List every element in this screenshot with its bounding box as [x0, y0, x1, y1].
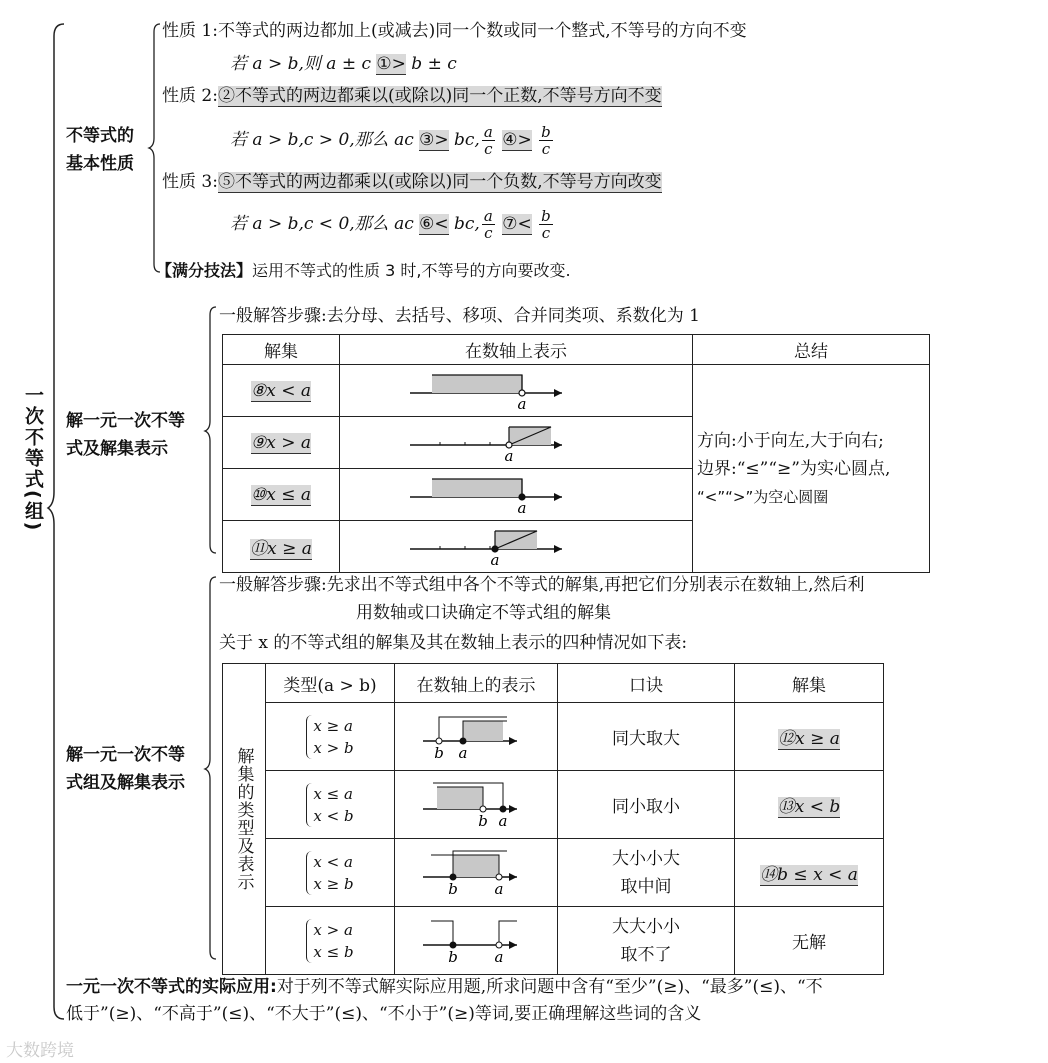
- sec3-steps-2: 用数轴或口诀确定不等式组的解集: [356, 603, 611, 623]
- formula-pre: 若 a > b,则 a ± c: [230, 54, 371, 74]
- sec4-text-2: 低于”(≥)、“不高于”(≤)、“不大于”(≤)、“不小于”(≥)等词,要正确理解这些词的含义: [66, 1004, 702, 1024]
- sec2-title-1: 解一元一次不等: [66, 411, 185, 431]
- numberline-cell: [340, 469, 693, 521]
- solution-cell: ⑪x ≥ a: [223, 521, 340, 573]
- sec1-title-1: 不等式的: [66, 126, 134, 146]
- rule-cell: 同大取大: [558, 703, 735, 771]
- point-label: a: [494, 880, 504, 898]
- blank-6: ⑥<: [419, 214, 449, 234]
- point-label: a: [494, 948, 504, 966]
- number-line: [395, 907, 557, 969]
- property-2-formula: [230, 120, 555, 160]
- system-table: [222, 663, 884, 975]
- rule-cell: 同小取小: [558, 771, 735, 839]
- sec2-title-2: 式及解集表示: [66, 439, 168, 459]
- sec2-brace: [204, 305, 218, 557]
- point-label: a: [517, 499, 527, 517]
- rule-cell: 大小小大 取中间: [558, 839, 735, 907]
- header-summary: 总结: [693, 335, 930, 365]
- sec4-label: 一元一次不等式的实际应用:: [66, 977, 277, 997]
- shaded-region: [432, 375, 522, 393]
- formula-mid: bc,: [454, 214, 480, 234]
- blank-2: ②不等式的两边都乘以(或除以)同一个正数,不等号方向不变: [217, 86, 662, 106]
- number-line: [340, 521, 692, 567]
- table-row: [223, 771, 884, 839]
- solution-cell: ⑭b ≤ x < a: [735, 839, 884, 907]
- numberline-cell: [340, 521, 693, 573]
- root-title: 一次不等式(组): [22, 385, 44, 533]
- table-row: [223, 839, 884, 907]
- numberline-cell: [340, 365, 693, 417]
- rule-cell: 大大小小 取不了: [558, 907, 735, 975]
- numberline-cell: [395, 839, 558, 907]
- solution-cell: ⑧x < a: [223, 365, 340, 417]
- number-line: [395, 703, 557, 765]
- summary-line: “<”“>”为空心圆圈: [697, 487, 829, 506]
- blank-1: ①>: [376, 54, 406, 74]
- solution-cell: ⑨x > a: [223, 417, 340, 469]
- sec3-steps-1: 一般解答步骤:先求出不等式组中各个不等式的解集,再把它们分别表示在数轴上,然后利: [219, 575, 865, 595]
- tip-label: 【满分技法】: [156, 261, 253, 280]
- property-3-formula: [230, 204, 555, 244]
- blank-3: ③>: [419, 130, 449, 150]
- sec4-text-1: 对于列不等式解实际应用题,所求问题中含有“至少”(≥)、“最多”(≤)、“不: [276, 977, 823, 997]
- sec4-line-1: [66, 974, 823, 1000]
- sec2-steps: 一般解答步骤:去分母、去括号、移项、合并同类项、系数化为 1: [219, 306, 700, 326]
- axis-arrow: [554, 389, 562, 397]
- property-1-formula: [230, 53, 457, 75]
- system-cell: x > a x ≤ b: [266, 907, 395, 975]
- property-1: 性质 1:不等式的两边都加上(或减去)同一个数或同一个整式,不等号的方向不变: [162, 21, 747, 41]
- system-cell: x ≤ a x < b: [266, 771, 395, 839]
- tip-text: 运用不等式的性质 3 时,不等号的方向要改变.: [252, 261, 571, 280]
- blank-7: ⑦<: [502, 214, 532, 234]
- axis-arrow: [509, 805, 517, 813]
- root-brace: [48, 22, 68, 1022]
- system-cell: x ≥ a x > b: [266, 703, 395, 771]
- shaded-region: [437, 787, 483, 809]
- formula-post: b ± c: [411, 54, 457, 74]
- blank-4: ④>: [502, 130, 532, 150]
- point-label: b: [478, 812, 488, 830]
- fraction-a-c: $\frac{a}{c}$: [483, 207, 493, 242]
- number-line: [340, 469, 692, 515]
- numberline-cell: [395, 907, 558, 975]
- header-type: 类型(a > b): [266, 664, 395, 703]
- tip: [156, 258, 571, 284]
- axis-arrow: [509, 941, 517, 949]
- table-row: [223, 907, 884, 975]
- number-line: [395, 771, 557, 833]
- sec3-title-1: 解一元一次不等: [66, 745, 185, 765]
- solution-cell: ⑩x ≤ a: [223, 469, 340, 521]
- number-line: [340, 365, 692, 411]
- number-line: [395, 839, 557, 901]
- summary-line: 边界:“≤”“≥”为实心圆点,: [697, 458, 891, 479]
- solution-cell: 无解: [735, 907, 884, 975]
- header-solution: 解集: [735, 664, 884, 703]
- range-a: [499, 921, 517, 945]
- property-3: [162, 171, 662, 193]
- range-b: [431, 921, 453, 945]
- side-label-cell: [223, 664, 266, 975]
- property-2-label: 性质 2:: [162, 86, 218, 106]
- axis-arrow: [554, 493, 562, 501]
- header-numberline: 在数轴上的表示: [395, 664, 558, 703]
- shaded-region: [432, 479, 522, 497]
- numberline-cell: [395, 703, 558, 771]
- formula-pre: 若 a > b,c > 0,那么 ac: [230, 130, 414, 150]
- axis-arrow: [554, 441, 562, 449]
- side-label: 解集的类型及表示: [233, 747, 254, 891]
- sec3-brace: [204, 575, 218, 965]
- numberline-cell: [395, 771, 558, 839]
- shaded-region: [453, 855, 499, 877]
- point-label: b: [434, 744, 444, 762]
- axis-arrow: [509, 737, 517, 745]
- fraction-b-c: $\frac{b}{c}$: [541, 123, 551, 158]
- formula-pre: 若 a > b,c < 0,那么 ac: [230, 214, 414, 234]
- property-3-label: 性质 3:: [162, 172, 218, 192]
- sec3-title-2: 式组及解集表示: [66, 773, 185, 793]
- axis-arrow: [509, 873, 517, 881]
- sec1-brace: [148, 22, 162, 274]
- system-cell: x < a x ≥ b: [266, 839, 395, 907]
- point-label: b: [448, 948, 458, 966]
- solution-cell: ⑫x ≥ a: [735, 703, 884, 771]
- blank-5: ⑤不等式的两边都乘以(或除以)同一个负数,不等号方向改变: [217, 172, 662, 192]
- summary-line: 方向:小于向左,大于向右;: [697, 430, 884, 451]
- point-label: a: [458, 744, 468, 762]
- axis-arrow: [554, 545, 562, 553]
- single-inequality-table: [222, 334, 930, 573]
- sec3-intro: 关于 x 的不等式组的解集及其在数轴上表示的四种情况如下表:: [219, 633, 688, 653]
- header-numberline: 在数轴上表示: [340, 335, 693, 365]
- number-line: [340, 417, 692, 463]
- sec1-title-2: 基本性质: [66, 154, 134, 174]
- solution-cell: ⑬x < b: [735, 771, 884, 839]
- header-rule: 口诀: [558, 664, 735, 703]
- watermark: 大数跨境: [6, 1041, 74, 1061]
- shaded-region: [463, 721, 503, 741]
- property-2: [162, 85, 662, 107]
- header-solution: 解集: [223, 335, 340, 365]
- summary-cell: [693, 365, 930, 573]
- fraction-b-c: $\frac{b}{c}$: [541, 207, 551, 242]
- point-label: a: [490, 551, 500, 569]
- table-row: [223, 703, 884, 771]
- point-label: b: [448, 880, 458, 898]
- formula-mid: bc,: [454, 130, 480, 150]
- point-label: a: [498, 812, 508, 830]
- point-label: a: [504, 447, 514, 465]
- fraction-a-c: $\frac{a}{c}$: [483, 123, 493, 158]
- numberline-cell: [340, 417, 693, 469]
- point-label: a: [517, 395, 527, 413]
